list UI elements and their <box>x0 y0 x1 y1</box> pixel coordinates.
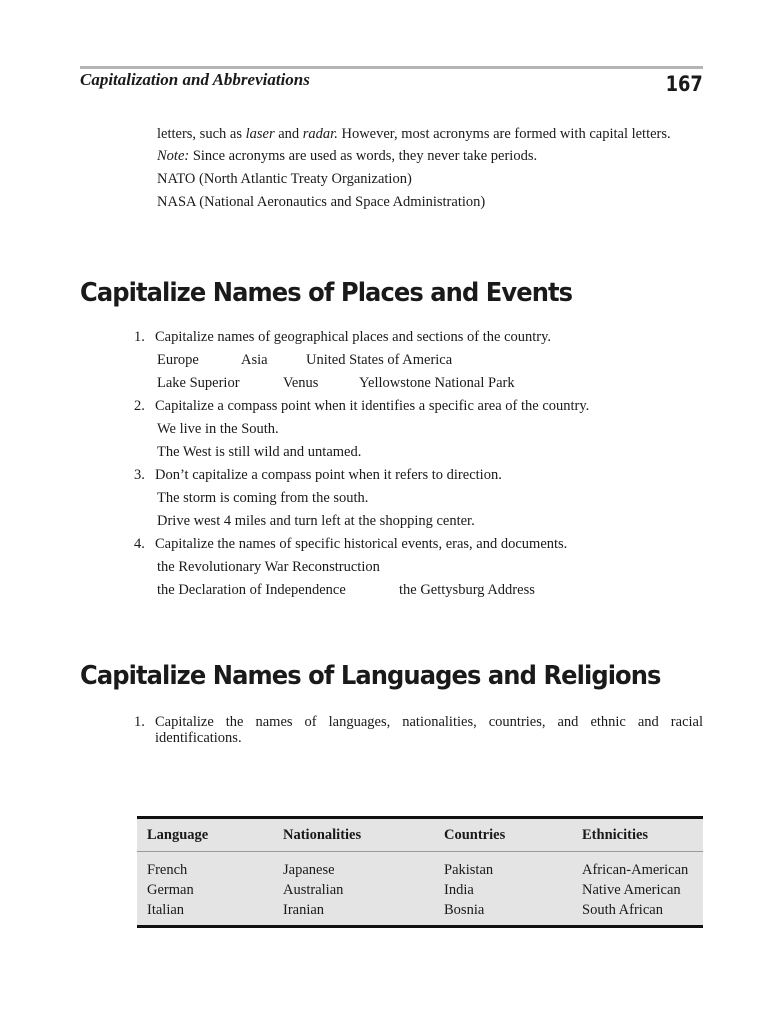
item-text: Capitalize the names of languages, nationalities, countries, and ethnic and racial identifications. <box>155 714 703 746</box>
list-item <box>134 535 734 558</box>
intro-line <box>157 125 717 147</box>
item-text: Capitalize names of geographical places and sections of the country. <box>155 329 552 345</box>
acronym-example: NASA (National Aeronautics and Space Administration) <box>157 194 486 210</box>
example-sentence: The storm is coming from the south. <box>157 490 369 506</box>
example-word: Asia <box>241 352 268 368</box>
example-sentence: Drive west 4 miles and turn left at the shopping center. <box>157 513 475 529</box>
table-row <box>137 900 703 927</box>
item-number: 4. <box>134 536 145 552</box>
section-heading-languages-religions: Capitalize Names of Languages and Religions <box>80 661 661 691</box>
item-number: 1. <box>134 329 145 345</box>
table-header-row <box>137 818 703 852</box>
table-cell: French <box>147 862 188 878</box>
table-row <box>137 880 703 900</box>
item-text: Don’t capitalize a compass point when it refers to direction. <box>155 467 502 483</box>
item-number: 2. <box>134 398 145 414</box>
example-row <box>134 374 734 397</box>
table-cell: African-American <box>582 862 689 878</box>
column-header: Nationalities <box>273 818 434 852</box>
table-cell: Native American <box>582 882 681 898</box>
table-cell: South African <box>572 900 703 927</box>
example-sentence: The West is still wild and untamed. <box>157 444 362 460</box>
example-row <box>134 581 734 604</box>
intro-text: letters, such as <box>157 126 246 142</box>
example-word: United States of America <box>306 352 453 368</box>
list-item <box>134 328 734 351</box>
item-number: 3. <box>134 467 145 483</box>
section-heading-places-events: Capitalize Names of Places and Events <box>80 278 573 308</box>
intro-term-laser: laser <box>245 126 275 142</box>
table-cell: Australian <box>283 882 344 898</box>
example-sentence: the Revolutionary War Reconstruction <box>157 559 380 575</box>
table-cell: Pakistan <box>444 862 494 878</box>
table-cell: Japanese <box>283 862 335 878</box>
note-text: Since acronyms are used as words, they never take periods. <box>189 148 538 164</box>
intro-text: and <box>274 126 303 142</box>
example-word: Venus <box>283 375 319 391</box>
example-word: Lake Superior <box>157 375 240 391</box>
acronym-example: NATO (North Atlantic Treaty Organization) <box>157 171 412 187</box>
example-word: Europe <box>157 352 199 368</box>
column-header: Countries <box>434 818 572 852</box>
item-text: Capitalize the names of specific historical events, eras, and documents. <box>155 536 568 552</box>
table-cell: India <box>444 882 474 898</box>
places-events-list <box>134 328 734 604</box>
intro-paragraph <box>157 125 717 216</box>
table-cell: Bosnia <box>434 900 572 927</box>
languages-list <box>134 714 703 746</box>
column-header: Language <box>137 818 273 852</box>
note-line <box>157 147 717 170</box>
list-item <box>134 466 734 489</box>
intro-term-radar: radar. <box>302 126 338 142</box>
example-row <box>134 351 734 374</box>
example-document: the Gettysburg Address <box>399 582 535 598</box>
header-rule <box>80 66 703 69</box>
item-text: Capitalize a compass point when it identifies a specific area of the country. <box>155 398 590 414</box>
table-row <box>137 852 703 881</box>
table-cell: Iranian <box>273 900 434 927</box>
example-document: the Declaration of Independence <box>157 582 346 598</box>
table-cell: Italian <box>137 900 273 927</box>
page-number: 167 <box>665 72 703 96</box>
item-number: 1. <box>134 714 145 730</box>
list-item <box>134 397 734 420</box>
example-word: Yellowstone National Park <box>359 375 515 391</box>
intro-text: However, most acronyms are formed with capital letters. <box>337 126 671 142</box>
languages-table <box>137 816 703 928</box>
example-sentence: We live in the South. <box>157 421 279 437</box>
table-cell: German <box>147 882 194 898</box>
note-label: Note: <box>157 148 190 164</box>
column-header: Ethnicities <box>572 818 703 852</box>
running-title: Capitalization and Abbreviations <box>80 70 310 89</box>
